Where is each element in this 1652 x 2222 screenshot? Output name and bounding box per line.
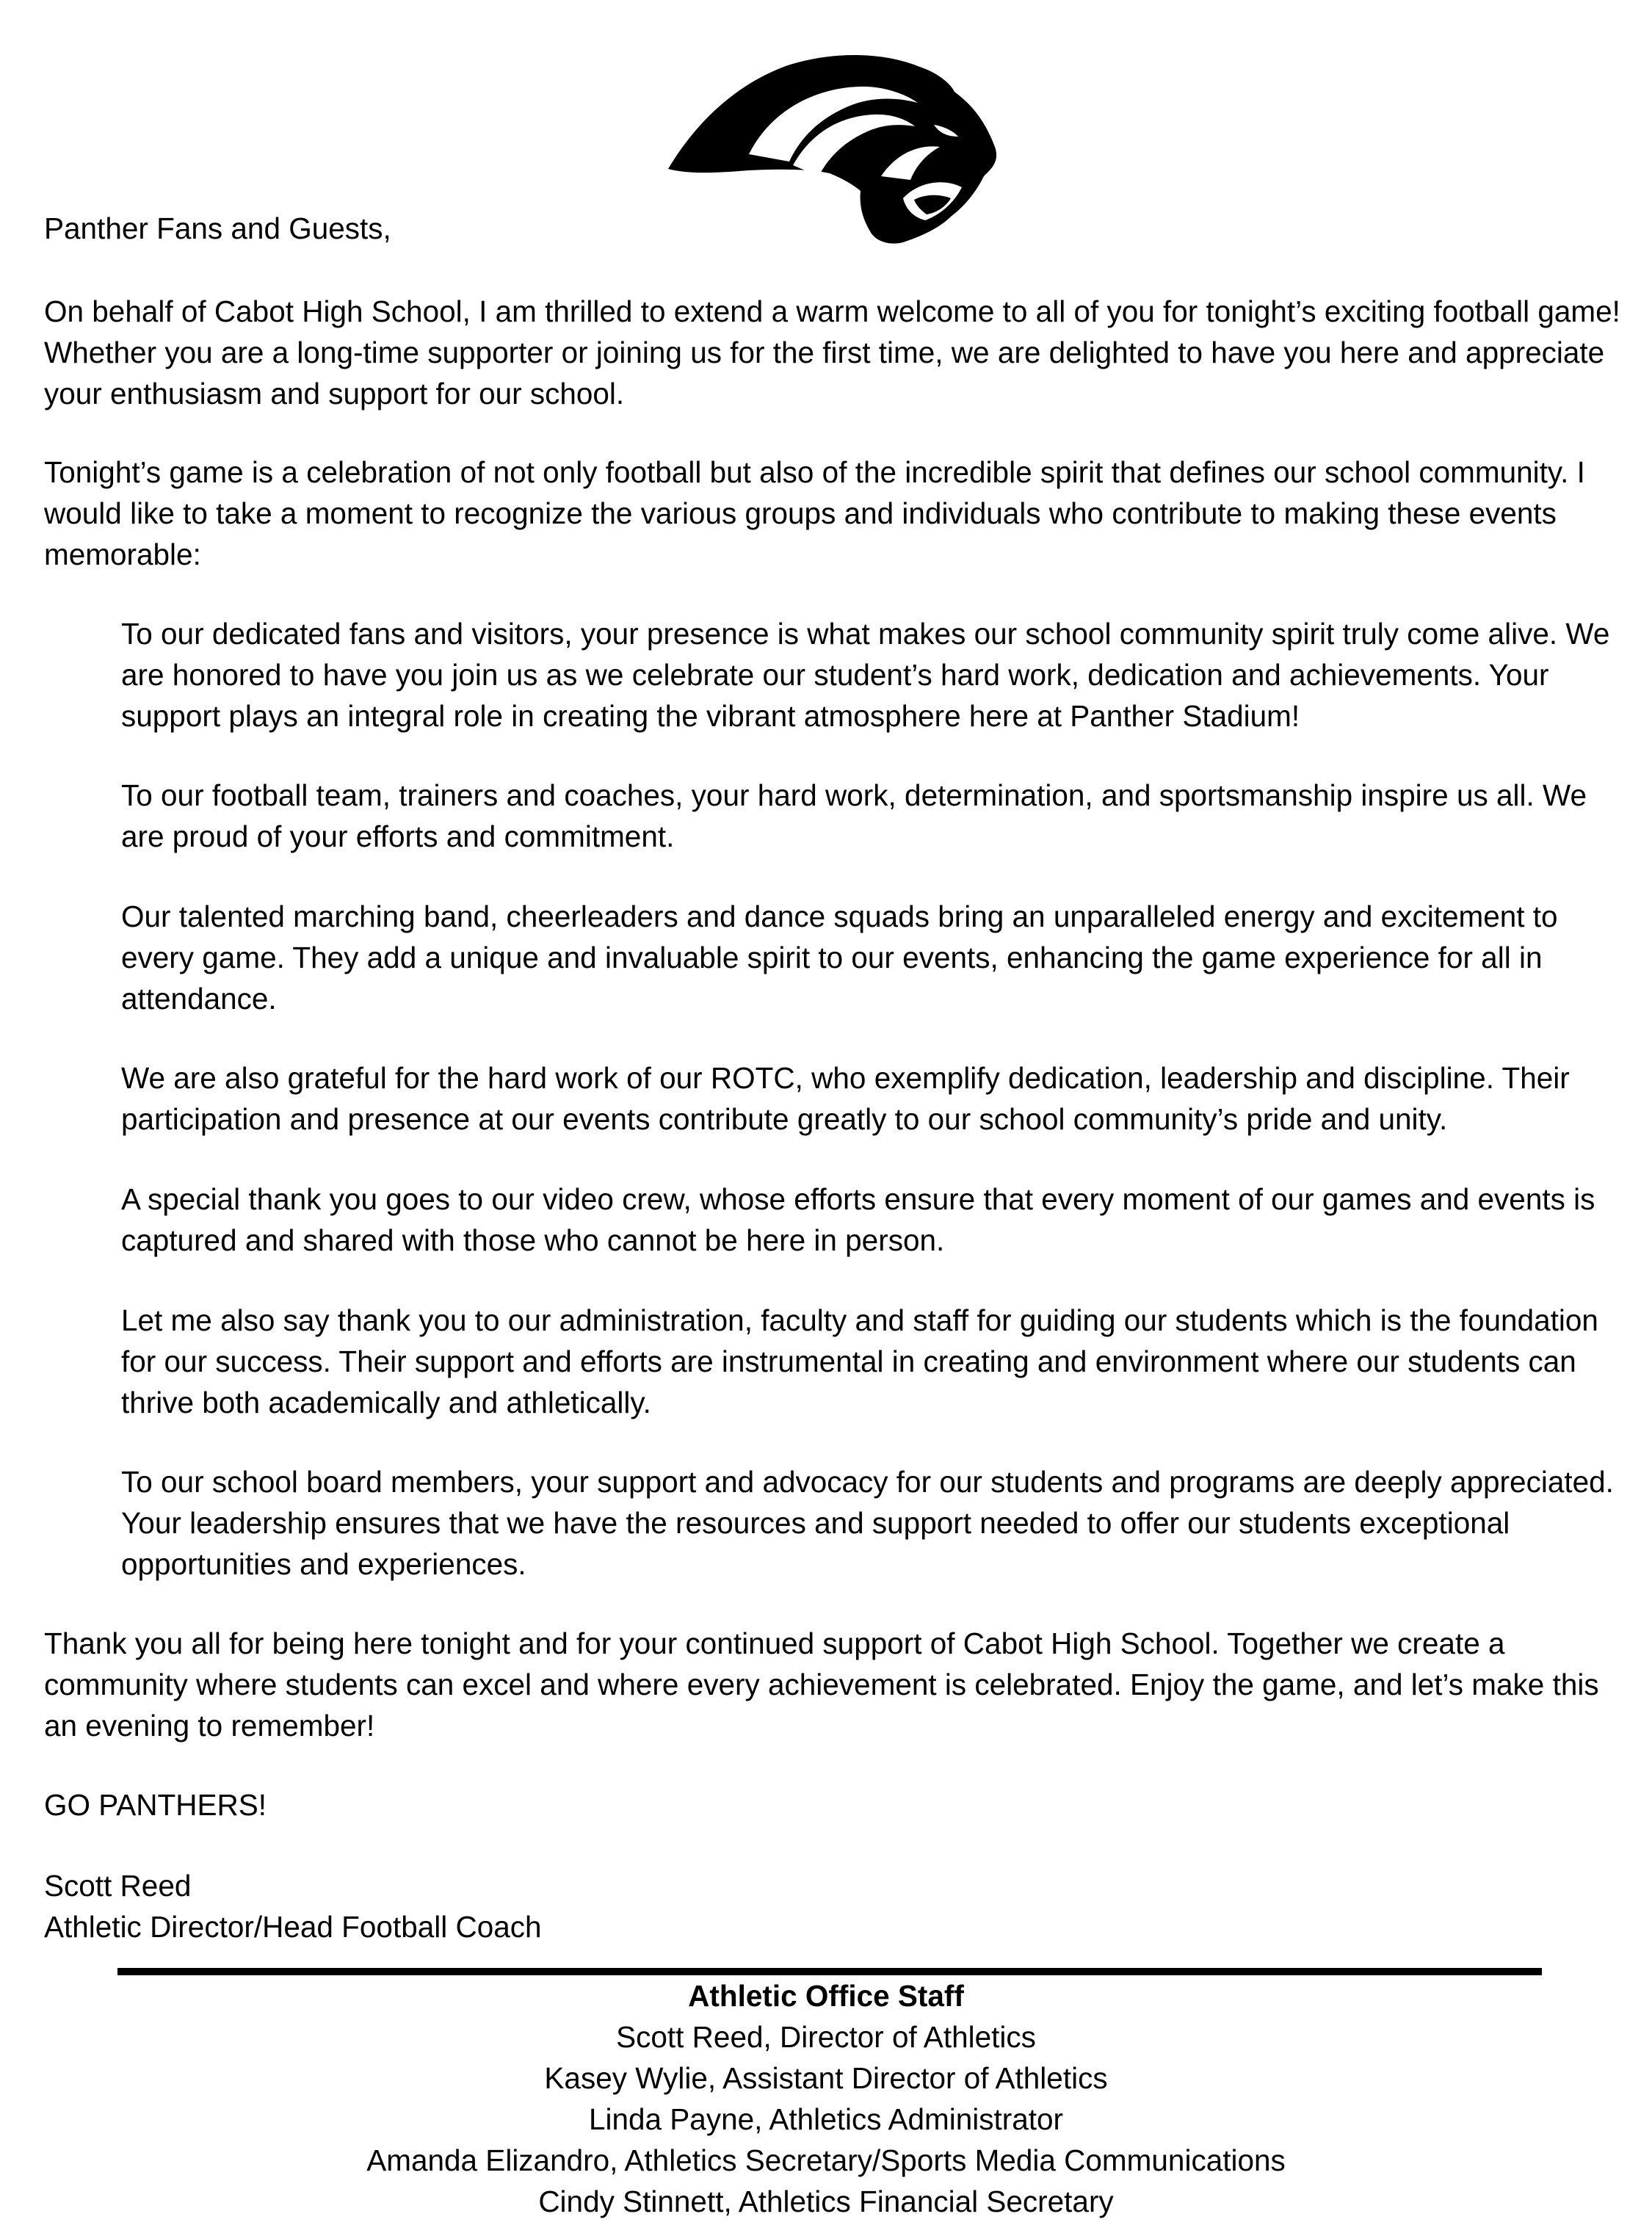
signer-name: Scott Reed [44,1869,192,1903]
divider-rule [117,1968,1542,1975]
celebration-paragraph: Tonight’s game is a celebration of not only football but also of the incredible spirit that defines our school community. I would like to take a moment to recognize the various groups and individuals who contribute to making these events memorable: [44,455,1585,571]
intro-paragraph: On behalf of Cabot High School, I am thrilled to extend a warm welcome to all of you for tonight’s exciting football game! Whether you are a long-time supporter or joining us for the first time, we are delighted to have you here and appreciate your enthusiasm and support for our school. [44,294,1620,410]
salutation: Panther Fans and Guests, [44,211,391,245]
staff-member: Linda Payne, Athletics Administrator [588,2102,1064,2136]
administration-paragraph: Let me also say thank you to our administration, faculty and staff for guiding our students which is the foundation for our success. Their support and efforts are instrumental in creating and environment where our students can thrive both academically and athletically. [121,1303,1598,1419]
team-paragraph: To our football team, trainers and coaches, your hard work, determination, and sportsmanship inspire us all. We are proud of your efforts and commitment. [121,778,1587,853]
band-paragraph: Our talented marching band, cheerleaders and dance squads bring an unparalleled energy and excitement to every game. They add a unique and invaluable spirit to our events, enhancing the game experience for all in attendance. [121,900,1558,1016]
cheer-line: GO PANTHERS! [44,1788,267,1822]
staff-member: Amanda Elizandro, Athletics Secretary/Sports Media Communications [366,2143,1286,2177]
staff-member: Cindy Stinnett, Athletics Financial Secretary [538,2185,1114,2218]
school-board-paragraph: To our school board members, your support and advocacy for our students and programs are deeply appreciated. Your leadership ensures that we have the resources and support needed to offer our students exceptional opportunities and experiences. [121,1465,1614,1581]
staff-list [0,1975,1652,2222]
staff-member: Kasey Wylie, Assistant Director of Athletics [544,2061,1108,2095]
rotc-paragraph: We are also grateful for the hard work of our ROTC, who exemplify dedication, leadership and discipline. Their participation and presence at our events contribute greatly to our school community’s pride and unity. [121,1061,1570,1136]
staff-member: Scott Reed, Director of Athletics [616,2020,1036,2054]
staff-heading: Athletic Office Staff [688,1979,964,2013]
video-crew-paragraph: A special thank you goes to our video crew, whose efforts ensure that every moment of our games and events is captured and shared with those who cannot be here in person. [121,1182,1595,1257]
fans-paragraph: To our dedicated fans and visitors, your presence is what makes our school community spirit truly come alive. We are honored to have you join us as we celebrate our student’s hard work, dedication and achievements. Your support plays an integral role in creating the vibrant atmosphere here at Panther Stadium! [121,617,1610,733]
signer-title: Athletic Director/Head Football Coach [44,1910,542,1944]
closing-paragraph: Thank you all for being here tonight and for your continued support of Cabot High School. Together we create a community where students can excel and where every achievement is celebrated. Enjoy the game, and let’s make this an evening to remember! [44,1626,1599,1743]
